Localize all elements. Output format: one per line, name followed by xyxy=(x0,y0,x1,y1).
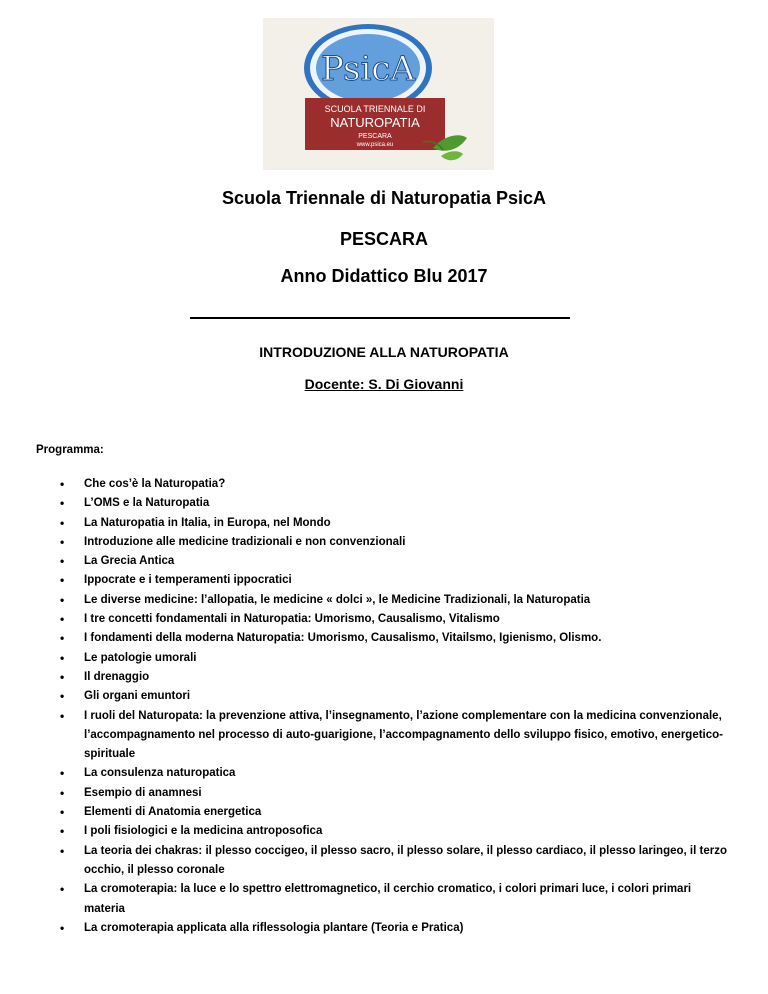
list-item: • La Naturopatia in Italia, in Europa, nel Mondo xyxy=(84,514,734,533)
logo-banner-line4: www.psica.eu xyxy=(356,142,394,148)
course-title: INTRODUZIONE ALLA NATUROPATIA xyxy=(259,344,509,360)
list-item: • Ippocrate e i temperamenti ippocratici xyxy=(84,571,734,590)
list-item: • Il drenaggio xyxy=(84,668,734,687)
list-item: • La consulenza naturopatica xyxy=(84,764,734,783)
logo-banner-line2: NATUROPATIA xyxy=(330,115,420,130)
list-item: • L’OMS e la Naturopatia xyxy=(84,494,734,513)
city-name: PESCARA xyxy=(339,229,428,249)
list-item: • Elementi di Anatomia energetica xyxy=(84,803,734,822)
teacher-name: Docente: S. Di Giovanni xyxy=(304,376,464,392)
list-item: • Introduzione alle medicine tradizionali e non convenzionali xyxy=(84,533,734,552)
list-item: • La teoria dei chakras: il plesso coccigeo, il plesso sacro, il plesso solare, il plesso cardiaco, il plesso laringeo, il terzo occhio, il plesso coronale xyxy=(84,842,734,881)
program-label: Programma: xyxy=(36,444,104,456)
academic-year: Anno Didattico Blu 2017 xyxy=(280,266,488,286)
logo-banner-line3: PESCARA xyxy=(358,133,392,140)
list-item: • I ruoli del Naturopata: la prevenzione attiva, l’insegnamento, l’azione complementare con la medicina convenzionale, l’accompagnamento nel processo di auto-guarigione, l’accompagnamento dello sviluppo fisico, emotivo, energetico-spirituale xyxy=(84,707,734,765)
list-item: • La cromoterapia applicata alla riflessologia plantare (Teoria e Pratica) xyxy=(84,919,734,938)
list-item: • La cromoterapia: la luce e lo spettro elettromagnetico, il cerchio cromatico, i colori primari luce, i colori primari materia xyxy=(84,880,734,919)
school-logo xyxy=(263,18,494,170)
program-list xyxy=(84,475,734,938)
teacher-line xyxy=(0,376,768,392)
list-item: • Esempio di anamnesi xyxy=(84,784,734,803)
logo-banner-line1: SCUOLA TRIENNALE DI xyxy=(324,104,426,114)
list-item: • Le patologie umorali xyxy=(84,649,734,668)
list-item: • Gli organi emuntori xyxy=(84,687,734,706)
separator-rule xyxy=(190,317,570,319)
psica-logo-graphic xyxy=(263,18,494,170)
list-item: • Le diverse medicine: l’allopatia, le medicine « dolci », le Medicine Tradizionali, la Naturopatia xyxy=(84,591,734,610)
logo-title: PsicA xyxy=(321,49,415,89)
school-name: Scuola Triennale di Naturopatia PsicA xyxy=(221,188,547,208)
list-item: • I fondamenti della moderna Naturopatia: Umorismo, Causalismo, Vitailsmo, Igienismo, Olismo. xyxy=(84,629,734,648)
list-item: • I tre concetti fondamentali in Naturopatia: Umorismo, Causalismo, Vitalismo xyxy=(84,610,734,629)
list-item: • I poli fisiologici e la medicina antroposofica xyxy=(84,822,734,841)
list-item: • La Grecia Antica xyxy=(84,552,734,571)
list-item: • Che cos’è la Naturopatia? xyxy=(84,475,734,494)
